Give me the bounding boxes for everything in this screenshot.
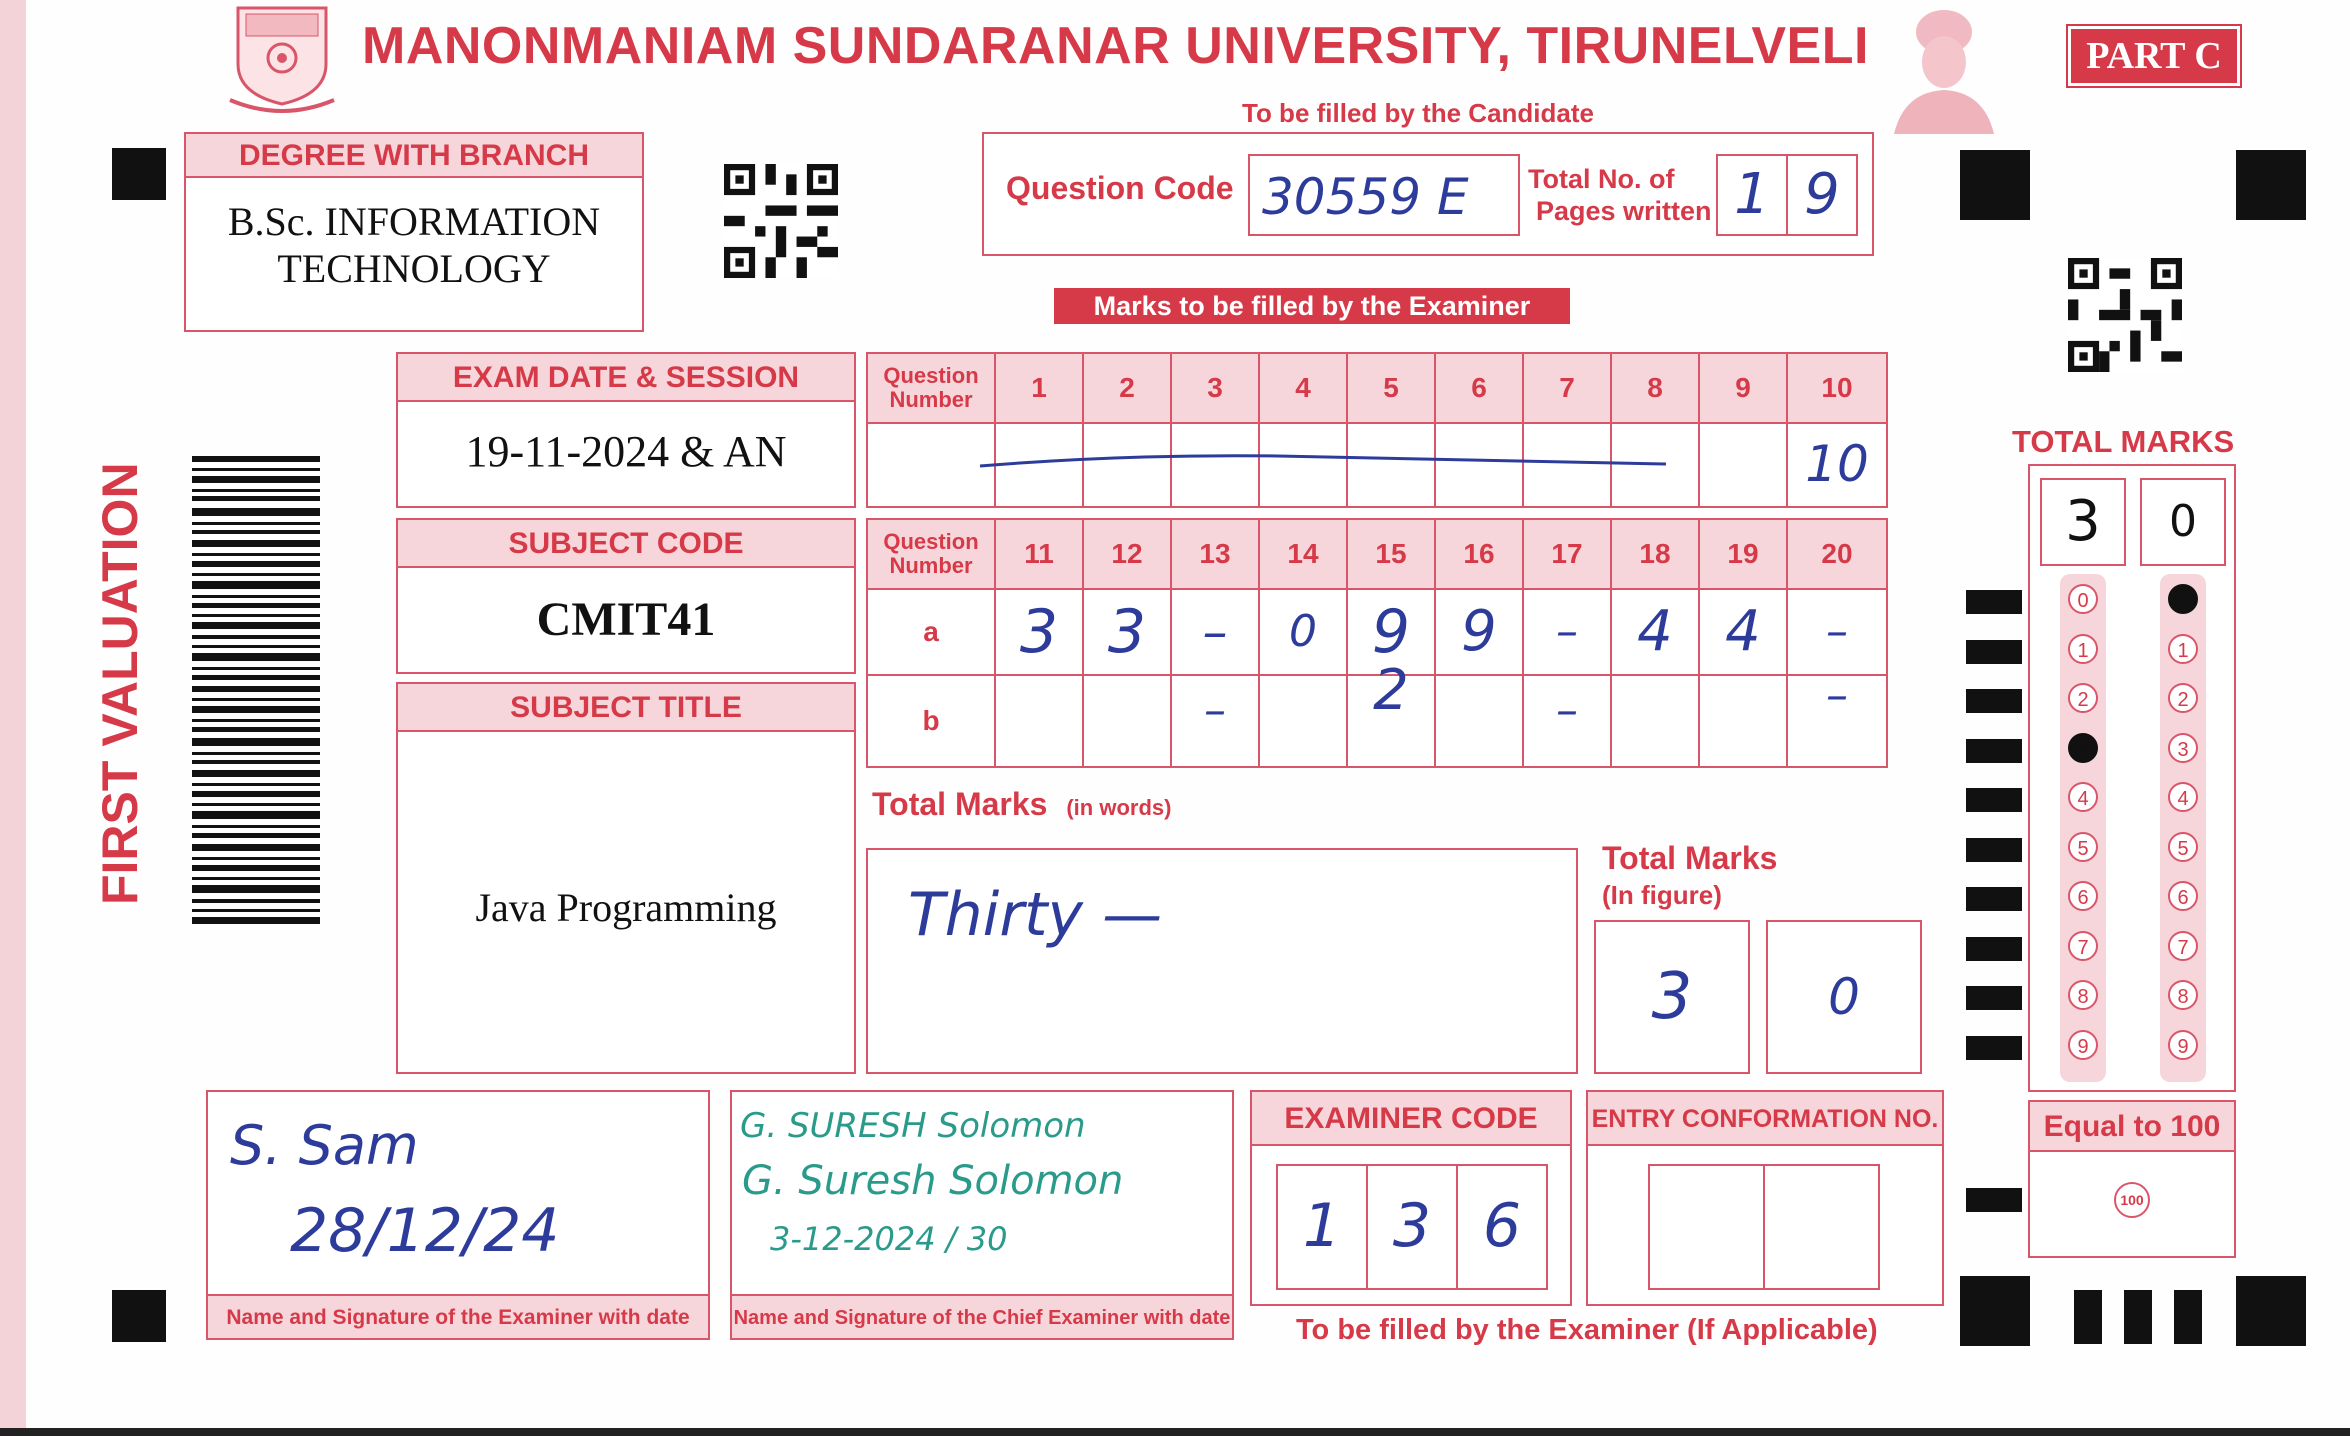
right-total-digit[interactable]: 3: [2040, 478, 2126, 566]
subject-code-box: [396, 518, 856, 674]
grid2-cell[interactable]: [1700, 676, 1788, 766]
omr-bubble[interactable]: 7: [2168, 931, 2198, 961]
registration-marker: [2236, 1276, 2306, 1346]
grid2-number: 14: [1260, 520, 1348, 588]
grid2-number: 11: [996, 520, 1084, 588]
grid2-header-label: [868, 520, 996, 588]
omr-bubble[interactable]: 3: [2068, 733, 2098, 763]
grid1-number: 9: [1700, 354, 1788, 422]
omr-bubble[interactable]: 4: [2168, 782, 2198, 812]
registration-marker: [2236, 150, 2306, 220]
chief-sign-caption: Name and Signature of the Chief Examiner with date: [732, 1294, 1232, 1338]
grid2-cell[interactable]: [996, 676, 1084, 766]
grid2-number: 12: [1084, 520, 1172, 588]
omr-bubble[interactable]: 4: [2068, 782, 2098, 812]
grid2-cell[interactable]: [1612, 676, 1700, 766]
examiner-code-digit: 6: [1482, 1191, 1522, 1261]
question-code-panel: [982, 132, 1874, 256]
left-margin-strip: [0, 0, 26, 1436]
grid2-cell[interactable]: 3: [1084, 590, 1172, 674]
university-title: MANONMANIAM SUNDARANAR UNIVERSITY, TIRUNELVELI: [362, 17, 1869, 75]
registration-marker: [2074, 1290, 2102, 1344]
grid2-number: 13: [1172, 520, 1260, 588]
first-valuation-label: FIRST VALUATION: [92, 462, 148, 905]
timing-mark: [1966, 1188, 2022, 1212]
omr-bubble[interactable]: 0: [2068, 584, 2098, 614]
candidate-note: To be filled by the Candidate: [1242, 98, 1594, 128]
strike-line: [978, 446, 1668, 476]
total-words-field[interactable]: [866, 848, 1578, 1074]
timing-mark: [1966, 986, 2022, 1010]
hundred-bubble[interactable]: [2114, 1182, 2150, 1218]
total-figure-sub: (In figure): [1602, 880, 1722, 910]
timing-mark: [1966, 590, 2022, 614]
examiner-code-digit: 1: [1278, 1166, 1368, 1288]
examiner-code-digit: 3: [1368, 1166, 1458, 1288]
grid2-number: 20: [1821, 538, 1853, 569]
grid1-number: 2: [1084, 354, 1172, 422]
omr-bubble[interactable]: 9: [2168, 1030, 2198, 1060]
entry-conformation-label: ENTRY CONFORMATION NO.: [1588, 1092, 1942, 1146]
grid1-header-label-1: Question: [883, 363, 979, 388]
chief-sign-line2: G. Suresh Solomon: [742, 1158, 1124, 1204]
grid2-row-b-label: b: [868, 676, 996, 766]
grid2-cell[interactable]: –: [1172, 676, 1260, 766]
omr-bubble[interactable]: 6: [2068, 881, 2098, 911]
chief-signature-box: [730, 1090, 1234, 1340]
omr-bubble[interactable]: 8: [2068, 980, 2098, 1010]
total-figure-digit[interactable]: 0: [1766, 920, 1922, 1074]
exam-date-box: [396, 352, 856, 508]
pages-label-2: Pages written: [1536, 196, 1712, 226]
examiner-code-field[interactable]: [1276, 1164, 1548, 1290]
grid2-cell[interactable]: –: [1524, 590, 1612, 674]
omr-bubble[interactable]: 5: [2168, 832, 2198, 862]
timing-mark: [1966, 937, 2022, 961]
hundred-label: 100: [2120, 1192, 2144, 1208]
grid2-cell[interactable]: 9: [1348, 590, 1436, 674]
entry-conformation-box: [1586, 1090, 1944, 1306]
subject-title-box: [396, 682, 856, 1074]
chief-sign-line1: G. SURESH Solomon: [740, 1106, 1086, 1146]
grid2-number: 17: [1524, 520, 1612, 588]
registration-marker: [2174, 1290, 2202, 1344]
grid1-number: 8: [1612, 354, 1700, 422]
timing-mark: [1966, 788, 2022, 812]
exam-date-value: 19-11-2024 & AN: [465, 427, 787, 476]
omr-bubble[interactable]: 8: [2168, 980, 2198, 1010]
omr-bubble[interactable]: 2: [2168, 683, 2198, 713]
grid2-header-row: [868, 520, 1886, 590]
timing-mark: [1966, 1036, 2022, 1060]
grid2-cell[interactable]: 4: [1612, 590, 1700, 674]
registration-marker: [2124, 1290, 2152, 1344]
part-label: PART C: [2086, 35, 2222, 77]
total-figure-label: Total Marks: [1602, 840, 1778, 876]
pages-field[interactable]: [1716, 154, 1858, 236]
right-total-label: TOTAL MARKS: [2012, 424, 2235, 459]
pages-digit: 9: [1804, 162, 1840, 227]
omr-bubble[interactable]: 3: [2168, 733, 2198, 763]
grid2-number: 18: [1612, 520, 1700, 588]
examiner-sign-line2: 28/12/24: [290, 1196, 560, 1266]
grid1-number: 7: [1524, 354, 1612, 422]
grid2-number: 19: [1700, 520, 1788, 588]
grid2-number: 16: [1436, 520, 1524, 588]
grid2-cell[interactable]: –: [1826, 670, 1848, 721]
total-marks-panel: [2028, 464, 2236, 1092]
grid2-cell[interactable]: 0: [1260, 590, 1348, 674]
examiner-code-box: [1250, 1090, 1572, 1306]
omr-bubble[interactable]: 9: [2068, 1030, 2098, 1060]
pages-label-1: Total No. of: [1528, 164, 1675, 194]
grid2-cell[interactable]: [1260, 676, 1348, 766]
registration-marker: [1960, 150, 2030, 220]
qr-code: [2068, 258, 2182, 372]
omr-bubble[interactable]: 6: [2168, 881, 2198, 911]
registration-marker: [1960, 1276, 2030, 1346]
grid1-mark-10[interactable]: 10: [1805, 435, 1869, 493]
grid2-cell[interactable]: –: [1172, 590, 1260, 674]
chief-sign-line3: 3-12-2024 / 30: [770, 1220, 1008, 1258]
grid2-cell[interactable]: 3: [996, 590, 1084, 674]
total-words-sub: (in words): [1066, 795, 1172, 820]
grid2-cell[interactable]: 2: [1348, 676, 1436, 766]
question-code-label: Question Code: [1006, 170, 1234, 206]
registration-marker: [112, 148, 166, 200]
grid1-header-row: [868, 354, 1886, 424]
entry-conformation-field[interactable]: [1648, 1164, 1880, 1290]
bottom-edge: [0, 1428, 2350, 1436]
grid2-row-b: [868, 658, 1886, 766]
degree-label: DEGREE WITH BRANCH: [186, 134, 642, 178]
total-figure-digit[interactable]: 3: [1594, 920, 1750, 1074]
grid1-number: 1: [996, 354, 1084, 422]
equal-100-box: [2028, 1100, 2236, 1258]
grid1-header-label: [868, 354, 996, 422]
entry-cell[interactable]: [1650, 1166, 1765, 1288]
grid2-header-label-2: Number: [889, 553, 973, 578]
subject-code-label: SUBJECT CODE: [398, 520, 854, 568]
total-words-title: Total Marks: [872, 786, 1048, 822]
degree-box: [184, 132, 644, 332]
grid1-number: 4: [1260, 354, 1348, 422]
omr-bubble[interactable]: 0: [2168, 584, 2198, 614]
qr-code: [724, 164, 838, 278]
part-badge: [2068, 26, 2240, 86]
examiner-sign-line1: S. Sam: [230, 1114, 419, 1177]
founder-portrait: [1884, 6, 2004, 134]
grid2-cell[interactable]: [1084, 676, 1172, 766]
entry-cell[interactable]: [1765, 1166, 1878, 1288]
grid1-number: 5: [1348, 354, 1436, 422]
grid2-cell[interactable]: 4: [1700, 590, 1788, 674]
grid1-header-label-2: Number: [889, 387, 973, 412]
university-logo: [228, 4, 336, 116]
registration-marker: [112, 1290, 166, 1342]
total-words-value: Thirty —: [908, 880, 1163, 950]
timing-mark: [1966, 640, 2022, 664]
degree-line1: B.Sc. INFORMATION: [227, 199, 601, 244]
pages-digit: 1: [1718, 156, 1788, 234]
examiner-banner: Marks to be filled by the Examiner: [1054, 288, 1570, 324]
question-code-field[interactable]: [1248, 154, 1520, 236]
marks-grid-1: [866, 352, 1888, 508]
omr-bubble[interactable]: 7: [2068, 931, 2098, 961]
omr-bubble[interactable]: 1: [2168, 634, 2198, 664]
grid2-cell[interactable]: [1436, 676, 1524, 766]
grid2-number: 15: [1348, 520, 1436, 588]
grid2-cell[interactable]: –: [1524, 676, 1612, 766]
omr-bubble[interactable]: 1: [2068, 634, 2098, 664]
grid2-cell[interactable]: 9: [1436, 590, 1524, 674]
timing-mark: [1966, 887, 2022, 911]
equal-100-label: Equal to 100: [2030, 1102, 2234, 1152]
grid1-marks-row: [868, 424, 1886, 506]
timing-mark: [1966, 739, 2022, 763]
subject-title-label: SUBJECT TITLE: [398, 684, 854, 732]
marks-grid-2: [866, 518, 1888, 768]
timing-mark: [1966, 689, 2022, 713]
exam-date-label: EXAM DATE & SESSION: [398, 354, 854, 402]
grid2-row-a-label: a: [868, 590, 996, 674]
subject-title-value: Java Programming: [475, 885, 777, 930]
examiner-signature-box: [206, 1090, 710, 1340]
grid1-row-blank: [868, 424, 996, 506]
omr-bubble[interactable]: 2: [2068, 683, 2098, 713]
examiner-code-label: EXAMINER CODE: [1252, 1092, 1570, 1146]
grid2-cell[interactable]: –: [1826, 606, 1848, 657]
subject-code-value: CMIT41: [536, 593, 716, 646]
question-code-value: 30559 E: [1262, 168, 1469, 226]
timing-mark: [1966, 838, 2022, 862]
total-words-label: [872, 786, 1171, 823]
grid1-number: 3: [1172, 354, 1260, 422]
grid2-header-label-1: Question: [883, 529, 979, 554]
footer-note: To be filled by the Examiner (If Applicable): [1296, 1314, 1878, 1346]
grid1-number: 10: [1821, 372, 1853, 403]
grid1-cell[interactable]: [1700, 424, 1788, 506]
degree-line2: TECHNOLOGY: [277, 246, 551, 291]
barcode: [192, 456, 320, 924]
grid1-number: 6: [1436, 354, 1524, 422]
right-total-digit[interactable]: 0: [2140, 478, 2226, 566]
examiner-sign-caption: Name and Signature of the Examiner with date: [208, 1294, 708, 1338]
omr-bubble[interactable]: 5: [2068, 832, 2098, 862]
